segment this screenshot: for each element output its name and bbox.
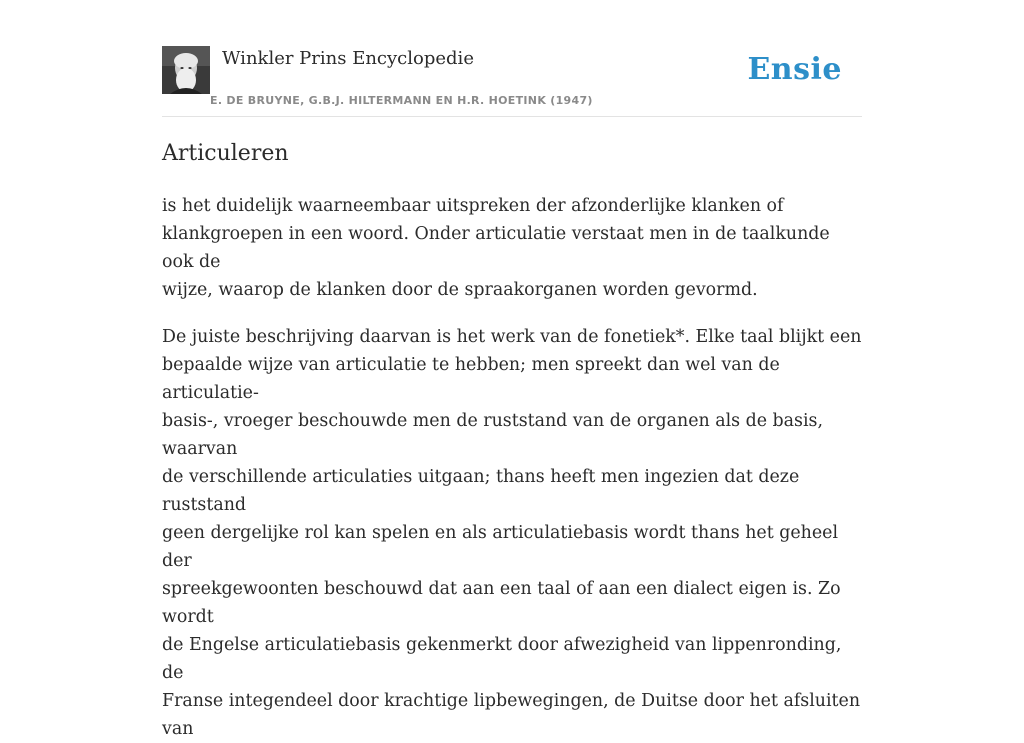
article-body	[162, 138, 862, 743]
author-avatar[interactable]	[162, 46, 210, 94]
brand-logo[interactable]: Ensie	[747, 52, 842, 87]
author-portrait-icon	[162, 46, 210, 94]
authors-line: E. DE BRUYNE, G.B.J. HILTERMANN EN H.R. HOETINK (1947)	[210, 94, 593, 107]
article-paragraph: De juiste beschrijving daarvan is het werk van de fonetiek*. Elke taal blijkt een bepaalde wijze van articulatie te hebben; men spreekt dan wel van de articulatie- basis-, vroeger beschouwde men de ruststand van de organen als de basis, waarvan de verschillende articulaties uitgaan; thans heeft men ingezien dat deze ruststand geen dergelijke rol kan spelen en als articulatiebasis wordt thans het geheel der spreekgewoonten beschouwd dat aan een taal of aan een dialect eigen is. Zo wordt de Engelse articulatiebasis gekenmerkt door afwezigheid van lippenronding, de Franse integendeel door krachtige lipbewegingen, de Duitse door het afsluiten van	[162, 327, 862, 739]
publication-title[interactable]: Winkler Prins Encyclopedie	[222, 48, 474, 69]
page-header	[162, 40, 862, 117]
article-paragraph: is het duidelijk waarneembaar uitspreken der afzonderlijke klanken of klankgroepen in een woord. Onder articulatie verstaat men in de taalkunde ook de wijze, waarop de klanken door de spraakorganen worden gevormd.	[162, 196, 830, 300]
article-title: Articuleren	[162, 141, 289, 166]
